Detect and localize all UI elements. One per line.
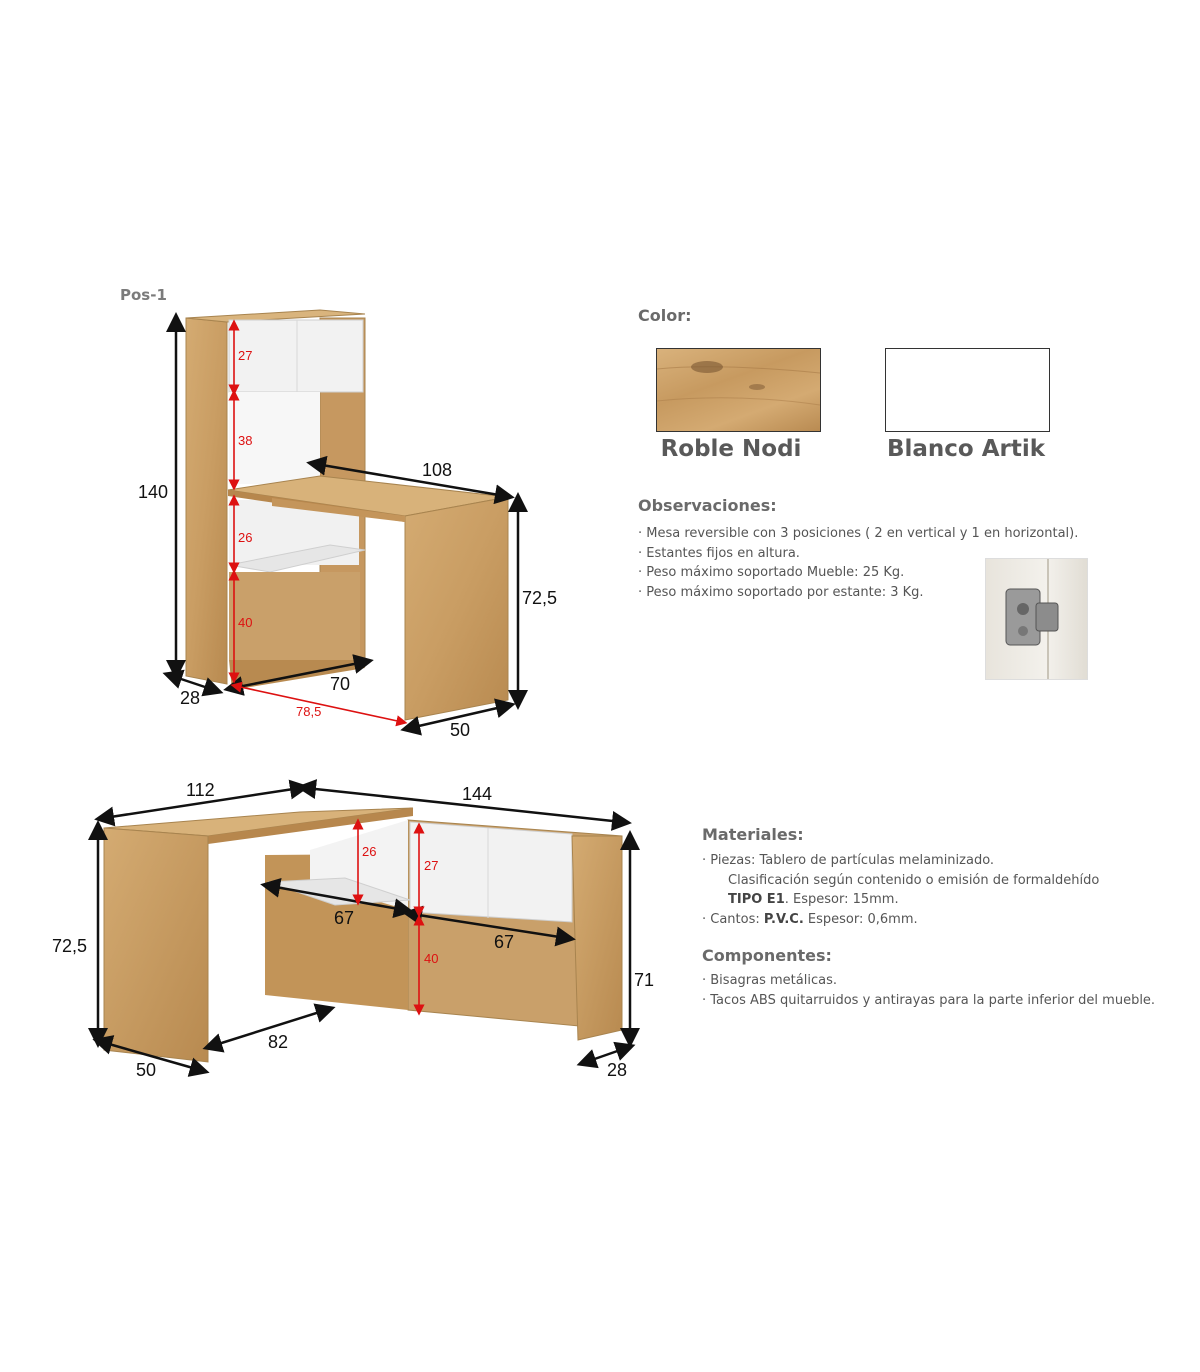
material-item xyxy=(702,890,1099,910)
dim-red-26-b: 26 xyxy=(362,844,377,859)
swatch-name-blanco-artik: Blanco Artik xyxy=(886,436,1046,462)
dim-71: 71 xyxy=(634,970,655,990)
swatch-roble-nodi xyxy=(656,348,821,432)
dim-108: 108 xyxy=(422,460,453,480)
material-text: . Espesor: 15mm. xyxy=(784,892,899,907)
diagram-vertical xyxy=(0,0,600,760)
observacion-item: · Estantes fijos en altura. xyxy=(638,545,800,561)
color-title: Color: xyxy=(638,306,692,325)
observacion-item: · Mesa reversible con 3 posiciones ( 2 en vertical y 1 en horizontal). xyxy=(638,526,1079,541)
hinge-photo xyxy=(985,558,1088,680)
componentes-title: Componentes: xyxy=(702,946,832,965)
swatch-blanco-artik xyxy=(885,348,1050,432)
dim-82: 82 xyxy=(268,1032,289,1052)
dim-28-b: 28 xyxy=(607,1060,628,1080)
position-label: Pos-1 xyxy=(120,286,167,304)
material-item xyxy=(702,910,1099,930)
dim-28: 28 xyxy=(180,688,201,708)
observacion-item: · Peso máximo soportado Mueble: 25 Kg. xyxy=(638,565,905,580)
dim-red-27-b: 27 xyxy=(424,858,439,873)
material-item: · Piezas: Tablero de partículas melaminizado. xyxy=(702,853,995,868)
dim-red-38: 38 xyxy=(238,433,253,448)
dim-red-26: 26 xyxy=(238,530,253,545)
observaciones-title: Observaciones: xyxy=(638,496,777,515)
swatch-name-roble-nodi: Roble Nodi xyxy=(660,436,802,462)
materiales-title: Materiales: xyxy=(702,825,804,844)
dim-red-40: 40 xyxy=(238,615,253,630)
dim-67b: 67 xyxy=(494,932,515,952)
material-bold: P.V.C. xyxy=(763,911,804,927)
diagram-horizontal xyxy=(0,770,680,1090)
material-text: Espesor: 0,6mm. xyxy=(803,911,918,927)
dim-red-27: 27 xyxy=(238,348,253,363)
dim-50: 50 xyxy=(450,720,471,740)
materiales-list xyxy=(702,851,1099,929)
material-item: Clasificación según contenido o emisión de formaldehído xyxy=(728,872,1100,888)
dim-112: 112 xyxy=(186,780,215,800)
componente-item: · Bisagras metálicas. xyxy=(702,973,837,988)
material-text: · Cantos: xyxy=(702,911,764,927)
hinge-icon xyxy=(986,559,1087,679)
wood-grain-texture xyxy=(657,349,820,431)
dim-50-b: 50 xyxy=(136,1060,157,1080)
material-bold: TIPO E1 xyxy=(728,892,785,907)
dim-72-5: 72,5 xyxy=(522,588,558,608)
dim-140: 140 xyxy=(138,482,169,502)
dim-67a: 67 xyxy=(334,908,355,928)
dim-72-5-b: 72,5 xyxy=(52,936,88,956)
dim-red-40-b: 40 xyxy=(424,951,439,966)
dim-144: 144 xyxy=(462,784,493,804)
observacion-item: · Peso máximo soportado por estante: 3 Kg. xyxy=(638,584,924,600)
componentes-list xyxy=(702,971,1155,1010)
dim-70: 70 xyxy=(330,674,351,694)
componente-item: · Tacos ABS quitarruidos y antirayas para la parte inferior del mueble. xyxy=(702,992,1156,1008)
dim-78-5: 78,5 xyxy=(296,704,322,719)
